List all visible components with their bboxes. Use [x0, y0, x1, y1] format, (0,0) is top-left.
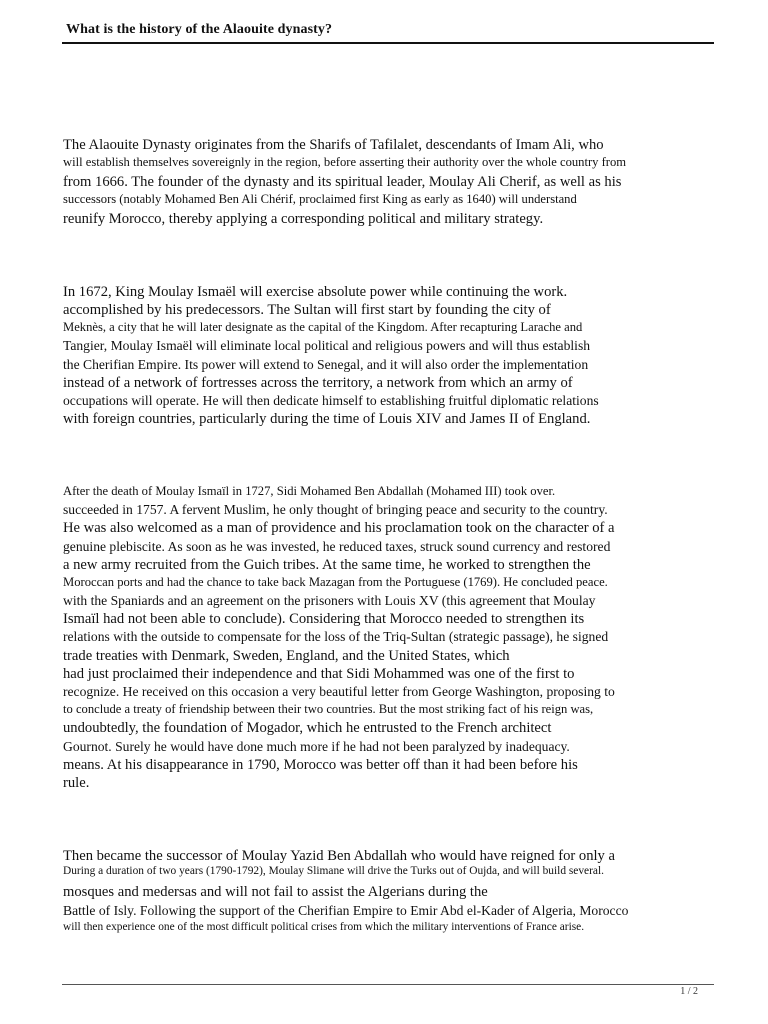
text-line: trade treaties with Denmark, Sweden, England, and the United States, which	[63, 648, 510, 664]
text-line: The Alaouite Dynasty originates from the Sharifs of Tafilalet, descendants of Imam Ali, who	[63, 137, 604, 153]
text-line: genuine plebiscite. As soon as he was invested, he reduced taxes, struck sound currency and restored	[63, 539, 611, 554]
text-line: Meknès, a city that he will later designate as the capital of the Kingdom. After recapturing Larache and	[63, 320, 583, 334]
text-line: occupations will operate. He will then dedicate himself to establishing fruitful diplomatic relations	[63, 393, 599, 408]
text-line: to conclude a treaty of friendship between their two countries. But the most striking fact of his reign was,	[63, 702, 594, 716]
text-line: relations with the outside to compensate for the loss of the Triq-Sultan (strategic passage), he signed	[63, 629, 609, 644]
text-line: In 1672, King Moulay Ismaël will exercise absolute power while continuing the work.	[63, 284, 568, 300]
text-line: with the Spaniards and an agreement on the prisoners with Louis XV (this agreement that Moulay	[63, 593, 596, 608]
text-line: the Cherifian Empire. Its power will extend to Senegal, and it will also order the implementation	[63, 357, 589, 372]
text-line: During a duration of two years (1790-1792), Moulay Slimane will drive the Turks out of Oujda, and will build several.	[63, 865, 604, 877]
text-line: recognize. He received on this occasion a very beautiful letter from George Washington, proposing to	[63, 684, 615, 699]
document-title: What is the history of the Alaouite dynasty?	[66, 22, 333, 37]
text-line: Battle of Isly. Following the support of the Cherifian Empire to Emir Abd el-Kader of Algeria, Morocco	[63, 903, 629, 918]
text-line: He was also welcomed as a man of providence and his proclamation took on the character of a	[63, 520, 615, 536]
text-line: undoubtedly, the foundation of Mogador, which he entrusted to the French architect	[63, 720, 552, 736]
text-line: After the death of Moulay Ismaïl in 1727, Sidi Mohamed Ben Abdallah (Mohamed III) took over.	[63, 484, 556, 498]
text-line: from 1666. The founder of the dynasty and its spiritual leader, Moulay Ali Cherif, as well as his	[63, 174, 622, 190]
footer-divider	[62, 984, 714, 985]
header-divider	[62, 42, 714, 44]
text-line: Tangier, Moulay Ismaël will eliminate local political and religious powers and will thus establish	[63, 338, 591, 353]
text-line: a new army recruited from the Guich tribes. At the same time, he worked to strengthen the	[63, 557, 591, 573]
text-line: with foreign countries, particularly during the time of Louis XIV and James II of England.	[63, 411, 591, 427]
text-line: means. At his disappearance in 1790, Morocco was better off than it had been before his	[63, 757, 578, 773]
text-line: Gournot. Surely he would have done much more if he had not been paralyzed by inadequacy.	[63, 739, 570, 754]
text-line: Moroccan ports and had the chance to take back Mazagan from the Portuguese (1769). He concluded peace.	[63, 575, 608, 589]
text-line: Then became the successor of Moulay Yazid Ben Abdallah who would have reigned for only a	[63, 848, 615, 864]
text-line: mosques and medersas and will not fail to assist the Algerians during the	[63, 884, 488, 900]
text-line: had just proclaimed their independence and that Sidi Mohammed was one of the first to	[63, 666, 575, 682]
text-line: will then experience one of the most difficult political crises from which the military interventions of France arise.	[63, 921, 585, 933]
text-line: rule.	[63, 775, 90, 791]
text-line: successors (notably Mohamed Ben Ali Chérif, proclaimed first King as early as 1640) will understand	[63, 192, 577, 206]
text-line: reunify Morocco, thereby applying a corresponding political and military strategy.	[63, 211, 544, 227]
text-line: will establish themselves sovereignly in the region, before asserting their authority over the whole country from	[63, 155, 627, 169]
text-line: Ismaïl had not been able to conclude). Considering that Morocco needed to strengthen its	[63, 611, 585, 627]
page-number: 1 / 2	[680, 986, 698, 997]
text-line: instead of a network of fortresses across the territory, a network from which an army of	[63, 375, 573, 391]
text-line: accomplished by his predecessors. The Sultan will first start by founding the city of	[63, 302, 551, 318]
text-line: succeeded in 1757. A fervent Muslim, he only thought of bringing peace and security to the country.	[63, 502, 608, 517]
